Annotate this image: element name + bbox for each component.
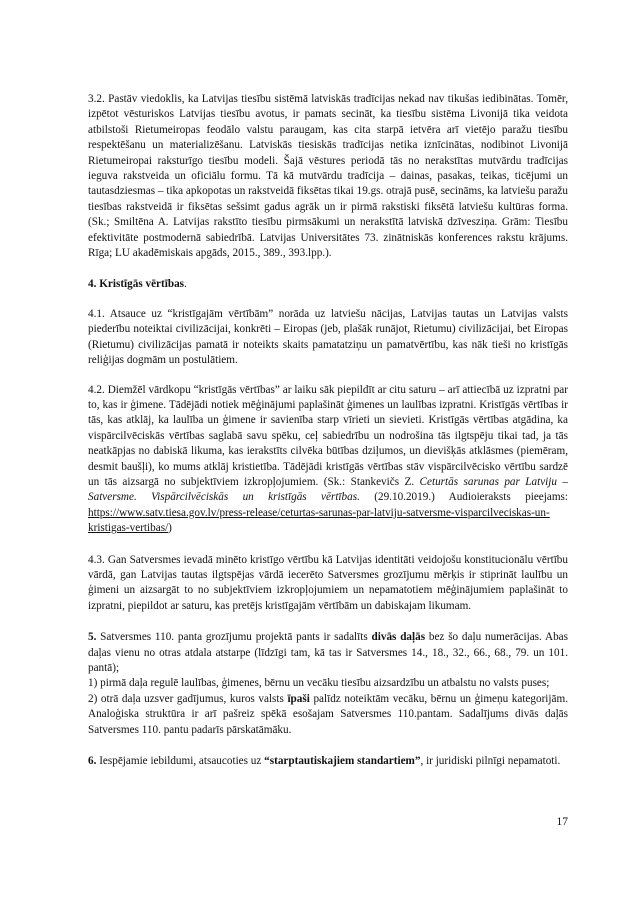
paragraph-6-text-b: , ir juridiski pilnīgi nepamatoti.: [420, 755, 561, 768]
paragraph-5-item-2: [88, 692, 568, 738]
paragraph-4-3: 4.3. Gan Satversmes ievadā minēto kristīgo vērtību kā Latvijas identitāti veidojošu konstitucionālu vērtību vārdā, gan Latvijas tautas ilgtspējas vārdā iecerēto Satversmes grozījumu mērķis ir stiprināt laulību un ģimeni un aizsargāt to no subjektīviem izkropļojumiem un nepamatotiem mēģinājumiem paplašināt to izpratni, piepildot ar saturu, kas pretējs kristīgajām vērtībām un dabiskajam likumam.: [88, 553, 568, 612]
paragraph-5-text-b: bez šo daļu numerācijas. Abas daļas vienu no otras atdala atstarpe (līdzīgi tam, kā tas ir Satversmes 14., 18., 32., 66., 68., 79. un 101. pantā);: [88, 631, 568, 674]
section-heading-period: .: [184, 278, 187, 291]
paragraph-5-bold: divās daļās: [371, 631, 426, 644]
citation-title: Ceturtās sarunas par Latviju – Satversme. Vispārcilvēciskās un kristīgās vērtības.: [88, 475, 568, 504]
paragraph-6-text-a: Iespējamie iebildumi, atsaucoties uz: [96, 755, 265, 768]
citation-end: ): [168, 522, 172, 535]
section-heading-number: 4.: [88, 278, 97, 291]
section-heading-4: [88, 277, 568, 292]
item-2-text-a: 2) otrā daļa uzsver gadījumus, kuros valsts: [88, 692, 288, 705]
paragraph-4-2: [88, 383, 568, 537]
paragraph-5-number: 5.: [88, 631, 97, 644]
paragraph-5: [88, 630, 568, 676]
paragraph-4-1: 4.1. Atsauce uz “kristīgajām vērtībām” norāda uz latviešu nācijas, Latvijas tautas un Latvijas valsts piederību noteiktai civilizācijai, konkrēti – Eiropas (jeb, plašāk runājot, Rietumu) civilizācijai, bet Eiropas (Rietumu) civilizācijas pamatā ir noteikts skaits pamatatziņu un pamatvērtību, kas nāk tieši no kristīgās reliģijas dogmām un postulātiem.: [88, 307, 568, 367]
page-content: [88, 92, 568, 769]
section-heading-title: Kristīgās vērtības: [99, 278, 185, 291]
paragraph-5-text-a: Satversmes 110. panta grozījumu projektā pants ir sadalīts: [96, 631, 372, 644]
paragraph-6: [88, 754, 568, 769]
citation-date: (29.10.2019.) Audioieraksts pieejams:: [359, 491, 568, 504]
paragraph-6-number: 6.: [88, 755, 97, 768]
item-2-bold: īpaši: [287, 692, 310, 705]
citation-link[interactable]: https://www.satv.tiesa.gov.lv/press-release/ceturtas-sarunas-par-latviju-satversme-visparcilveciskas-un-kristigas-vertibas/: [88, 506, 550, 535]
paragraph-5-item-1: 1) pirmā daļa regulē laulības, ģimenes, bērnu un vecāku tiesību aizsardzību un atbalstu no valsts puses;: [88, 677, 550, 690]
paragraph-4-2-text: 4.2. Diemžēl vārdkopu “kristīgās vērtības” ar laiku sāk piepildīt ar citu saturu – arī attiecībā uz izpratni par to, kas ir ģimene. Tādējādi notiek mēģinājumi paplašināt ģimenes un laulības izpratni. Kristīgās vērtības ir tās, kas atklāj, ka laulība un ģimene ir savienība starp vīrieti un sievieti. Kristīgās vērtības atgādina, ka vispārcilvēciskās vērtības saglabā savu spēku, ceļ sabiedrību un nodrošina tās ilgtspēju tikai tad, ja tās neatkāpjas no dabiskā likuma, kas ierakstīts cilvēka būtības dziļumos, un dievišķās atklāsmes (piemēram, desmit baušļi), ko mums atklāj kristietība. Tādējādi kristīgās vērtības stāv vispārcilvēcisko vērtību sardzē un tās aizsargā no subjektīviem izkropļojumiem. (Sk.: Stankevičs Z.: [88, 383, 568, 488]
page-number: 17: [556, 816, 568, 828]
paragraph-6-bold: “starptautiskajiem standartiem”: [264, 755, 421, 768]
paragraph-3-2: 3.2. Pastāv viedoklis, ka Latvijas tiesību sistēmā latviskās tradīcijas nekad nav tikušas iedibinātas. Tomēr, izpētot vēsturiskos Latvijas tiesību avotus, ir pamats secināt, ka tiesību sistēma Livonijā tika veidota atbilstoši Rietumeiropas feodālo valstu paraugam, kas cita starpā ietvēra arī vietējo paražu tiesību respektēšanu un materializēšanu. Latviskās tiesiskās tradīcijas netika iznīcinātas, nodibinot Livonijā Rietumeiropai raksturīgo tiesību modeli. Šajā vēstures periodā tās no nerakstītas mutvārdu tradīcijas ieguva rakstveida un oficiālu formu. Tā kā mutvārdu tradīcija – dainas, pasakas, teikas, ticējumi un tautasdziesmas – tika apkopotas un rakstveidā fiksētas tikai 19.gs. otrajā pusē, secināms, ka latviešu paražu tiesības rakstveidā ir fiksētas sešsimt gadus agrāk un ir pirmā rakstiski fiksētā latviešu kultūras forma. (Sk.; Smiltēna A. Latvijas rakstīto tiesību pirmsākumi un nerakstītā latviskā dzīvesziņa. Grām: Tiesību efektivitāte postmodernā sabiedrībā. Latvijas Universitātes 73. zinātniskās konferences rakstu krājums. Rīga; LU akadēmiskais apgāds, 2015., 389., 393.lpp.).: [88, 93, 568, 260]
item-2-text-b: palīdz noteiktām vecāku, bērnu un ģimeņu kategorijām. Analoģiska struktūra ir arī pašreiz spēkā esošajam Satversmes 110.pantam. Sadalījums divās daļās Satversmes 110. pantu padarīs pārskatāmāku.: [88, 692, 568, 736]
